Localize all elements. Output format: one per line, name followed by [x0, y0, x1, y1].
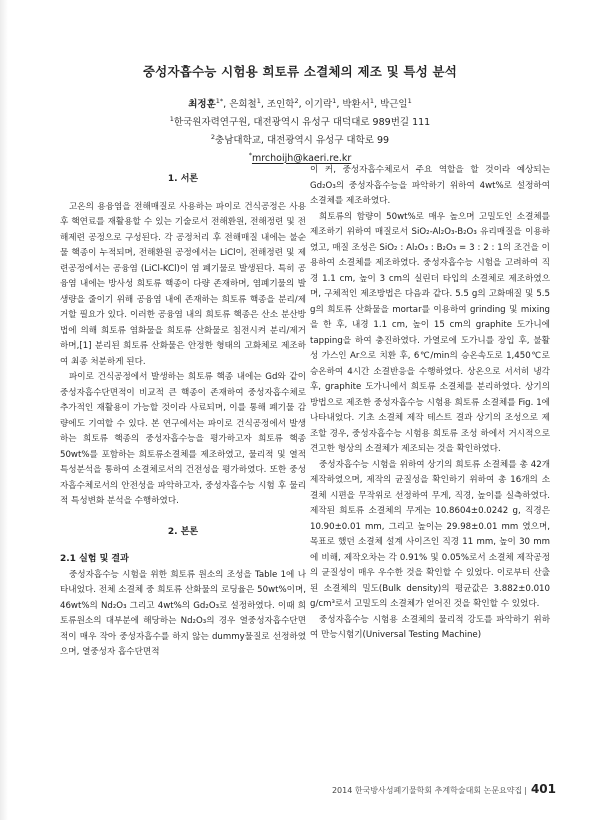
author-co: , 박환서: [336, 99, 370, 111]
author-co-sup: 2: [294, 97, 299, 105]
subsection-heading: 2.1 실험 및 결과: [60, 554, 129, 564]
affiliation-sup: 1: [169, 115, 174, 124]
author-co-sup: 1: [256, 97, 261, 105]
affiliation-text: 한국원자력연구원, 대전광역시 유성구 대덕대로 989번길 111: [173, 117, 431, 129]
affiliation-sup: 2: [210, 133, 216, 142]
page-number: 401: [530, 782, 556, 796]
body-paragraph-1: 중성자흡수능 시험을 위한 희토류 원소의 조성을 Table 1에 나타내었다. 전체 소결체 중 희토류 산화물의 로딩율은 50wt%이며, 46wt%의 Nd₂O₃ 그리고 4wt%의 Gd₂O₃로 설정하였다. 이때 희토류원소의 대부분에 해당하는 Nd₂O₃의 경우 열중성자흡수단면적이 매우 작아 중성자흡수를 하지 않는 dummy물질로 선정하였으며, 열중성자 흡수단면적: [60, 569, 306, 657]
email-sup: *: [248, 151, 252, 160]
author-main-sup: 1*: [215, 97, 224, 105]
author-co: , 박근일: [374, 99, 408, 111]
section-heading-intro: 1. 서론: [167, 174, 199, 184]
author-co: , 조인학: [260, 99, 295, 111]
affiliation-2: [0, 130, 600, 148]
right-paragraph-2: 희토류의 함량이 50wt%로 매우 높으며 고밀도인 소결체를 제조하기 위하여 매질로서 SiO₂-Al₂O₃-B₂O₃ 유리매질을 이용하였고, 매질 조성은 SiO₂ : Al₂O₃ : B₂O₃ = 3 : 2 : 1의 조건을 이용하여 소결체를 제조하였다. 중성자흡수능 시험을 고려하여 직경 1.1 cm, 높이 3 cm의 실린더 타입의 소결체로 제조하였으며, 구체적인 제조방법은 다음과 같다. 5.5 g의 고화매질 및 5.5 g의 희토류 산화물을 mortar를 이용하여 grinding 및 mixing을 한 후, 내경 1.1 cm, 높이 15 cm의 graphite 도가니에 tapping을 하여 충진하였다. 가열로에 도가니를 장입 후, 불활성 가스인 Ar으로 치환 후, 6℃/min의 승온속도로 1,450℃로 승온하여 4시간 소결반응을 수행하였다. 상온으로 서서히 냉각 후, graphite 도가니에서 희토류 소결체를 분리하였다. 상기의 방법으로 제조한 중성자흡수능 시험용 희토류 소결체를 Fig. 1에 나타내었다. 기초 소결체 제작 테스트 결과 상기의 조성으로 제조할 경우, 중성자흡수능 시험용 희토류 조성 하에서 거시적으로 견고한 형상의 소결체가 제조되는 것을 확인하였다.: [310, 211, 550, 454]
left-column: [60, 172, 306, 661]
right-paragraph-1: 이 커, 중성자흡수체로서 주요 역할을 할 것이라 예상되는 Gd₂O₃의 중성자흡수능을 파악하기 위하여 4wt%로 설정하여 소결체를 제조하였다.: [310, 165, 550, 206]
author-co: , 은희철: [223, 99, 257, 111]
footer-text: 2014 한국방사성폐기물학회 추계학술대회 논문요약집: [331, 786, 523, 795]
footer-separator: |: [524, 786, 527, 795]
page-footer: [332, 782, 556, 796]
right-column: [310, 163, 550, 644]
author-co-sup: 1: [369, 97, 375, 105]
intro-paragraph-2: 파이로 건식공정에서 발생하는 희토류 핵종 내에는 Gd와 같이 중성자흡수단면적이 비교적 큰 핵종이 존재하여 중성자흡수체로 추가적인 재활용이 가능할 것이라 사료되며, 이를 통해 폐기물 감량에도 기여할 수 있다. 본 연구에서는 파이로 건식공정에서 발생하는 희토류 핵종의 중성자흡수능을 평가하고자 희토류 핵종 50wt%를 포함하는 희토류소결체를 제조하였고, 물리적 및 열적 특성분석을 통하여 소결체로서의 건전성을 평가하였다. 또한 중성자흡수체로서의 안전성을 파악하고자, 중성자흡수능 시험 후 물리적 특성변화 분석을 수행하였다.: [60, 372, 306, 506]
right-paragraph-4: 중성자흡수능 시험용 소결체의 물리적 강도를 파악하기 위하여 만능시험기(Universal Testing Machine): [310, 614, 550, 640]
affiliation-text: 충남대학교, 대전광역시 유성구 대학로 99: [215, 135, 390, 147]
right-paragraph-3: 중성자흡수능 시험을 위하여 상기의 희토류 소결체를 총 42개 제작하였으며, 제작의 균질성을 확인하기 위하여 총 16개의 소결체 시편을 무작위로 선정하여 무게, 직경, 높이를 실측하였다. 제작된 희토류 소결체의 무게는 10.8604±0.0242 g, 직경은 10.90±0.01 mm, 그리고 높이는 29.98±0.01 mm 였으며, 목표로 했던 소결체 설계 사이즈인 직경 11 mm, 높이 30 mm에 비해, 제작오차는 각 0.91% 및 0.05%로서 소결체 제작공정의 균질성이 매우 우수한 것을 확인할 수 있었다. 이로부터 산출된 소결체의 밀도(Bulk density)의 평균값은 3.882±0.010 g/cm³로서 고밀도의 소결체가 얻어진 것을 확인할 수 있었다.: [310, 459, 550, 609]
intro-paragraph-1: 고온의 용융염을 전해매질로 사용하는 파이로 건식공정은 사용후 핵연료를 재활용할 수 있는 기술로서 전해환원, 전해정련 및 전해제련 공정으로 구성된다. 각 공정처리 후 전해매질 내에는 불순물 핵종이 누적되며, 전해환원 공정에서는 LiCl이, 전해정련 및 제련공정에서는 공융염 (LiCl-KCl)이 염 폐기물로 발생된다. 특히 공융염 내에는 방사성 희토류 핵종이 다량 존재하며, 염폐기물의 발생량을 줄이기 위해 공융염 내에 존재하는 희토류 핵종을 분리/제거할 필요가 있다. 이러한 공융염 내의 희토류 핵종은 산소 분산방법에 의해 희토류 염화물을 희토류 산화물로 침전시켜 분리/제거하며,[1] 분리된 희토류 산화물은 안정한 형태의 고화체로 제조하여 최종 처분하게 된다.: [60, 201, 306, 367]
author-co: , 이기락: [298, 99, 333, 111]
affiliation-1: [0, 112, 600, 130]
section-heading-body: 2. 본론: [167, 526, 199, 537]
author-co-sup: 1: [332, 97, 337, 105]
author-co-sup: 1: [407, 97, 412, 105]
email-link[interactable]: mrchoijh@kaeri.re.kr: [251, 153, 352, 165]
author-main: 최정훈: [188, 99, 216, 111]
paper-title: 중성자흡수능 시험용 희토류 소결체의 제조 및 특성 분석: [142, 64, 458, 79]
author-block: [0, 94, 600, 167]
author-line: [0, 94, 600, 112]
